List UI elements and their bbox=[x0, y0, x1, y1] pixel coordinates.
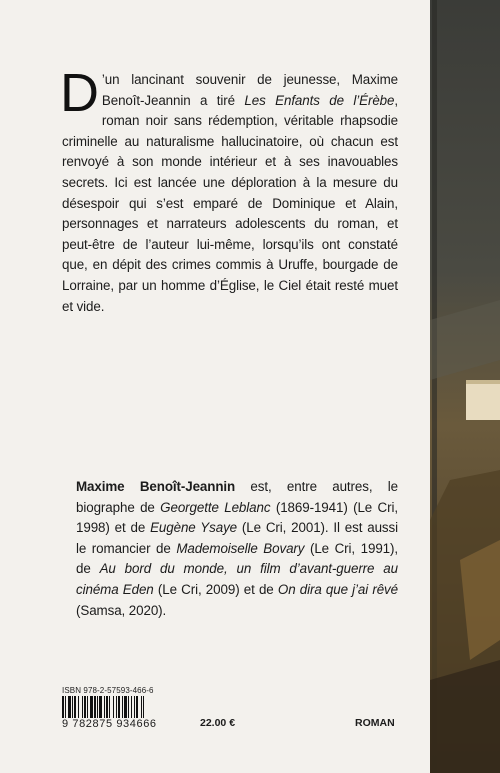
barcode-bar bbox=[90, 696, 93, 718]
barcode-bar bbox=[136, 696, 138, 718]
barcode-bar bbox=[141, 696, 142, 718]
barcode-digits: 9 782875 934666 bbox=[62, 718, 157, 730]
bio-title-3: Mademoiselle Bovary bbox=[176, 540, 305, 556]
barcode-bar bbox=[78, 696, 79, 718]
bio-title-5: On dira que j’ai rêvé bbox=[277, 581, 398, 597]
blurb-text-1: ’un lancinant souvenir de jeunesse, Maxime Benoît-Jeannin a tiré bbox=[101, 72, 398, 108]
bio-text-6: (Samsa, 2020). bbox=[76, 602, 167, 618]
barcode-bar bbox=[72, 696, 73, 718]
barcode-bar bbox=[131, 696, 132, 718]
barcode-bar bbox=[84, 696, 86, 718]
isbn-label: ISBN 978-2-57593-466-6 bbox=[62, 686, 154, 695]
bio-title-4: Au bord du monde, un film d’avant-guerre au cinéma Eden bbox=[76, 561, 398, 597]
cover-painting-strip bbox=[430, 0, 500, 773]
barcode-bar bbox=[143, 696, 144, 718]
barcode-bar bbox=[99, 696, 102, 718]
barcode-bar bbox=[94, 696, 96, 718]
barcode-bar bbox=[124, 696, 127, 718]
blurb-book-title: Les Enfants de l’Érèbe bbox=[244, 92, 395, 108]
bio-text-4: (Le Cri, 1991), de bbox=[76, 540, 398, 577]
barcode-bar bbox=[122, 696, 123, 718]
barcode-bar bbox=[82, 696, 83, 718]
barcode-bar bbox=[62, 696, 64, 718]
barcode-bar bbox=[116, 696, 117, 718]
author-bio bbox=[76, 477, 398, 621]
drop-cap: D bbox=[60, 63, 99, 123]
barcode-bar bbox=[113, 696, 114, 718]
bio-title-1: Georgette Leblanc bbox=[160, 499, 271, 515]
bio-text-3: (Le Cri, 2001). Il est aussi le romancier de bbox=[76, 520, 398, 556]
blurb-text-2: , roman noir sans rédemption, véritable rhapsodie criminelle au naturalisme hallucinatoire, où chacun est renvoyé à son monde intérieur et à ses inavouables secrets. Ici est lancée une déploration à la mesure du désespoir qui s’est emparé de Dominique et Alain, personnages et narrateurs adolescents du roman, et peut-être de l’auteur lui-même, lorsqu’ils ont constaté que, en dépit des crimes commis à Uruffe, bourgade de Lorraine, par un homme d’Église, le Ciel était resté muet et vide. bbox=[62, 92, 398, 314]
barcode-bar bbox=[74, 696, 76, 718]
barcode-bar bbox=[109, 696, 110, 718]
barcode-bar bbox=[68, 696, 71, 718]
barcode-bar bbox=[87, 696, 88, 718]
genre-label: ROMAN bbox=[355, 717, 395, 729]
bio-text-5: (Le Cri, 2009) et de bbox=[153, 581, 278, 597]
barcode bbox=[62, 696, 182, 718]
price-label: 22.00 € bbox=[200, 717, 236, 729]
author-name: Maxime Benoît-Jeannin bbox=[76, 479, 236, 494]
barcode-bar bbox=[134, 696, 135, 718]
barcode-bar bbox=[106, 696, 108, 718]
bio-title-2: Eugène Ysaye bbox=[150, 520, 238, 536]
barcode-bar bbox=[65, 696, 66, 718]
bio-text-1: est, entre autres, le biographe de bbox=[76, 479, 398, 515]
bio-text-2: (1869-1941) (Le Cri, 1998) et de bbox=[76, 499, 398, 536]
barcode-bar bbox=[128, 696, 129, 718]
painting-image bbox=[430, 0, 500, 773]
back-cover-blurb bbox=[60, 63, 398, 317]
barcode-bar bbox=[118, 696, 120, 718]
barcode-bar bbox=[104, 696, 105, 718]
barcode-bar bbox=[97, 696, 98, 718]
